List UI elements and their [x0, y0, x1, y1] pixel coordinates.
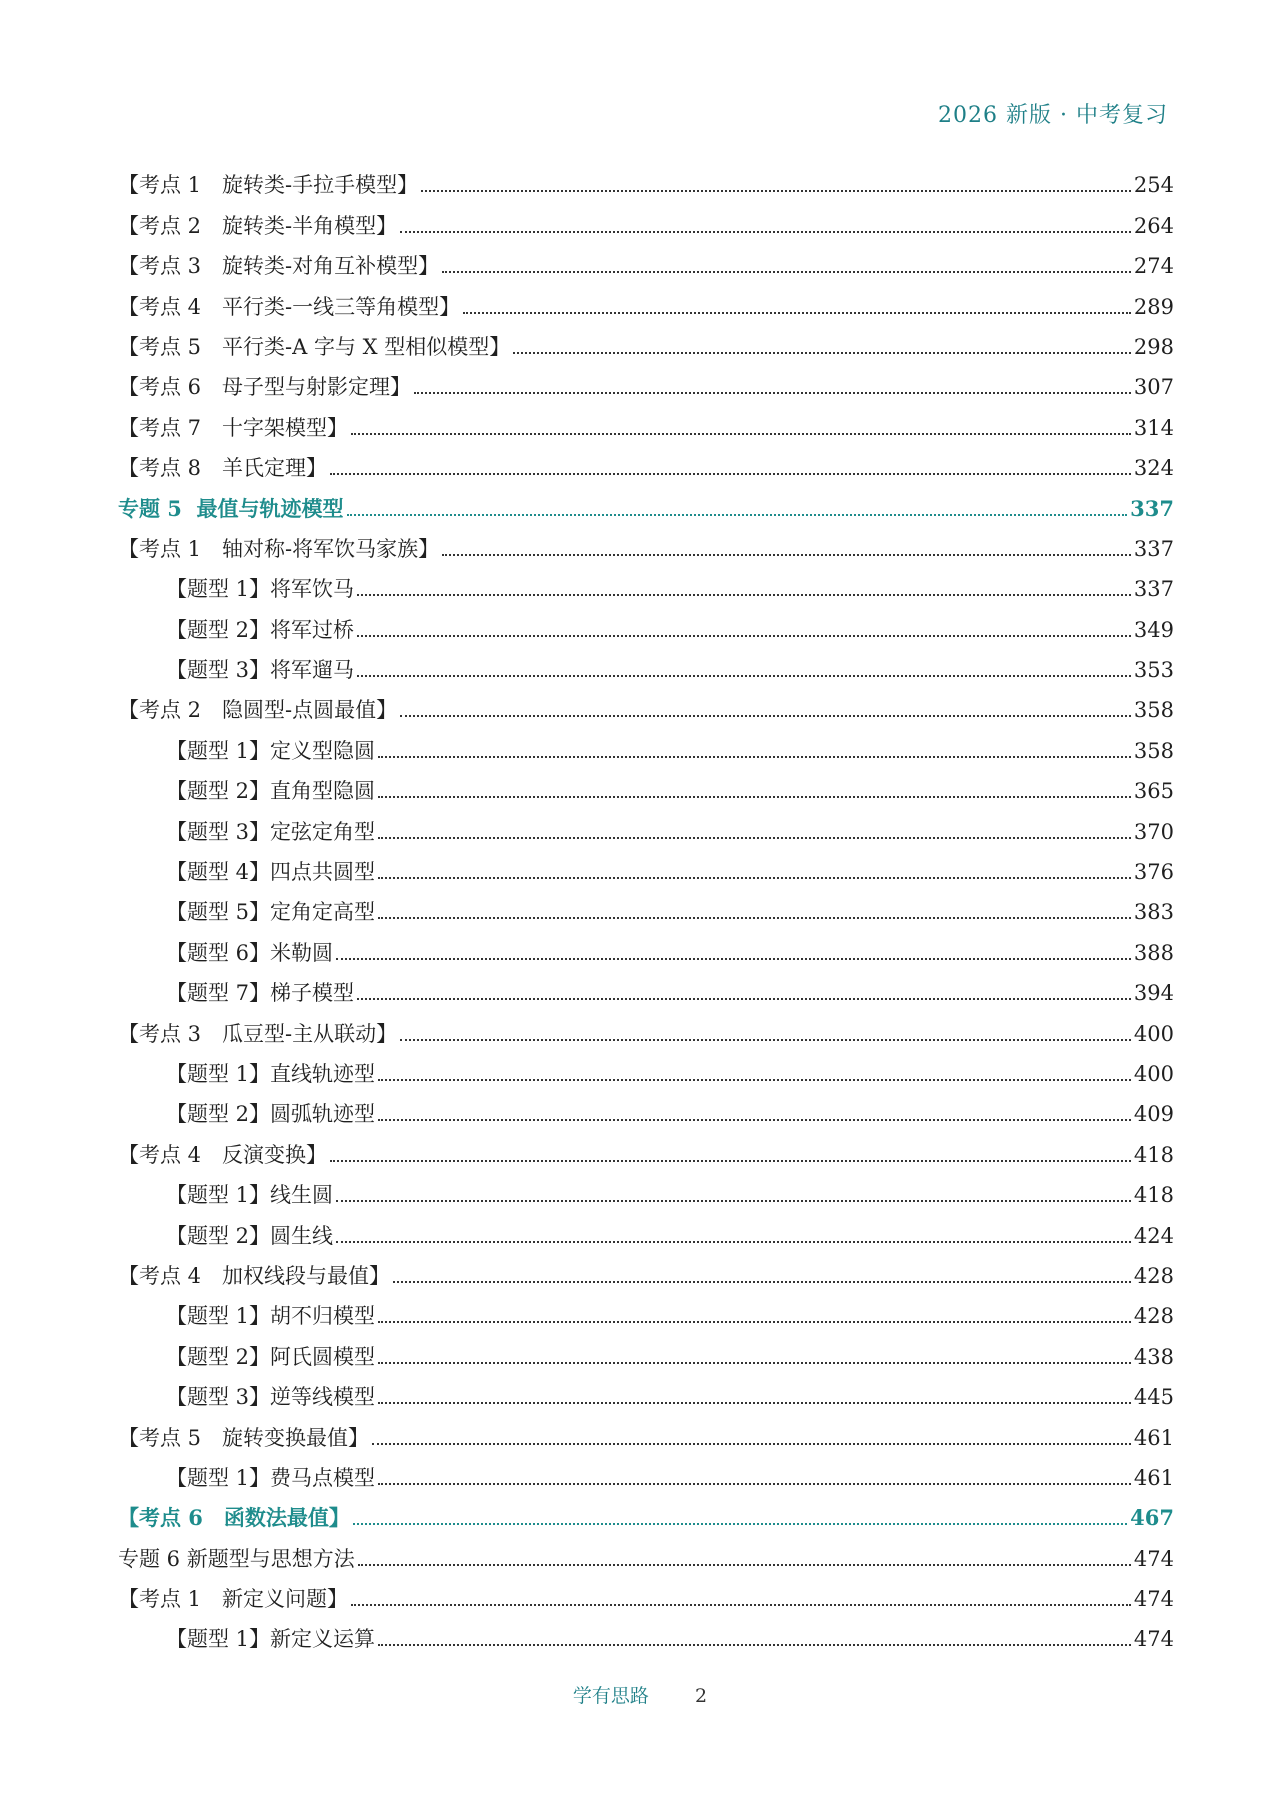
toc-entry-page: 467 — [1130, 1505, 1174, 1531]
dot-leader — [378, 1644, 1131, 1646]
toc-entry[interactable] — [118, 320, 1174, 360]
toc-entry[interactable] — [118, 1531, 1174, 1571]
dot-leader — [378, 756, 1131, 758]
toc-entry-page: 383 — [1133, 900, 1174, 925]
toc-entry-page: 370 — [1133, 819, 1174, 844]
dot-leader — [378, 837, 1131, 839]
toc-entry-label: 【题型 2】圆生线 — [166, 1223, 334, 1248]
toc-entry[interactable] — [118, 239, 1174, 279]
toc-entry-page: 337 — [1130, 495, 1174, 521]
toc-entry[interactable] — [118, 562, 1174, 602]
dot-leader — [330, 473, 1131, 475]
toc-entry-page: 324 — [1133, 456, 1174, 481]
toc-entry-page: 438 — [1133, 1344, 1174, 1369]
toc-entry-label: 【题型 1】直线轨迹型 — [166, 1061, 376, 1086]
dot-leader — [372, 1443, 1131, 1445]
toc-entry[interactable] — [118, 602, 1174, 642]
dot-leader — [442, 271, 1131, 273]
toc-entry-label: 【考点 8 羊氏定理】 — [118, 456, 328, 481]
toc-entry-label: 【考点 6 函数法最值】 — [118, 1505, 350, 1531]
toc-entry-page: 418 — [1133, 1183, 1174, 1208]
toc-entry[interactable] — [118, 360, 1174, 400]
toc-entry[interactable] — [118, 804, 1174, 844]
toc-entry-page: 461 — [1133, 1465, 1174, 1490]
toc-entry[interactable] — [118, 966, 1174, 1006]
toc-entry-label: 【题型 1】将军饮马 — [166, 577, 355, 602]
toc-entry-page: 388 — [1133, 940, 1174, 965]
dot-leader — [358, 1564, 1131, 1566]
toc-entry-label: 【考点 4 加权线段与最值】 — [118, 1263, 391, 1288]
dot-leader — [400, 231, 1131, 233]
toc-entry-label: 【题型 1】新定义运算 — [166, 1627, 376, 1652]
toc-entry-page: 394 — [1133, 981, 1174, 1006]
toc-entry[interactable] — [118, 1127, 1174, 1167]
toc-entry-page: 358 — [1133, 738, 1174, 763]
toc-entry-page: 274 — [1133, 254, 1174, 279]
toc-entry-label: 【题型 1】胡不归模型 — [166, 1304, 376, 1329]
toc-entry-label: 【题型 3】将军遛马 — [166, 658, 355, 683]
dot-leader — [378, 796, 1131, 798]
toc-entry[interactable] — [118, 1572, 1174, 1612]
toc-entry[interactable] — [118, 522, 1174, 562]
toc-entry-label: 【题型 2】直角型隐圆 — [166, 779, 376, 804]
toc-entry[interactable] — [118, 1168, 1174, 1208]
dot-leader — [393, 1281, 1131, 1283]
dot-leader — [442, 554, 1131, 556]
dot-leader — [336, 958, 1131, 960]
toc-entry-label: 【题型 1】定义型隐圆 — [166, 738, 376, 763]
dot-leader — [378, 1402, 1131, 1404]
toc-entry-page: 314 — [1133, 415, 1174, 440]
toc-entry-label: 【考点 1 轴对称-将军饮马家族】 — [118, 536, 440, 561]
dot-leader — [336, 1241, 1131, 1243]
toc-entry-page: 337 — [1133, 536, 1174, 561]
dot-leader — [330, 1160, 1131, 1162]
toc-entry-label: 【考点 3 瓜豆型-主从联动】 — [118, 1021, 398, 1046]
toc-entry-page: 428 — [1133, 1263, 1174, 1288]
dot-leader — [357, 675, 1131, 677]
toc-entry[interactable] — [118, 643, 1174, 683]
toc-entry-label: 【考点 5 平行类-A 字与 X 型相似模型】 — [118, 334, 511, 359]
toc-entry-page: 474 — [1133, 1627, 1174, 1652]
toc-entry-page: 337 — [1133, 577, 1174, 602]
toc-entry-page: 353 — [1133, 658, 1174, 683]
dot-leader — [357, 594, 1131, 596]
dot-leader — [336, 1200, 1131, 1202]
toc-entry[interactable] — [118, 1249, 1174, 1289]
toc-entry-label: 【题型 3】逆等线模型 — [166, 1385, 376, 1410]
dot-leader — [347, 514, 1128, 516]
dot-leader — [463, 312, 1131, 314]
dot-leader — [400, 715, 1131, 717]
toc-entry-label: 【题型 4】四点共圆型 — [166, 860, 376, 885]
dot-leader — [378, 1119, 1131, 1121]
dot-leader — [513, 352, 1131, 354]
toc-entry[interactable] — [118, 198, 1174, 238]
dot-leader — [378, 1362, 1131, 1364]
toc-entry-page: 418 — [1133, 1142, 1174, 1167]
toc-entry-page: 289 — [1133, 294, 1174, 319]
toc-entry-page: 376 — [1133, 860, 1174, 885]
toc-entry-page: 424 — [1133, 1223, 1174, 1248]
toc-entry-label: 【题型 1】线生圆 — [166, 1183, 334, 1208]
toc-entry-page: 445 — [1133, 1385, 1174, 1410]
toc-entry[interactable] — [118, 1087, 1174, 1127]
toc-entry[interactable] — [118, 1451, 1174, 1491]
dot-leader — [414, 392, 1131, 394]
toc-entry[interactable] — [118, 845, 1174, 885]
toc-entry-page: 254 — [1133, 173, 1174, 198]
toc-entry-label: 【题型 2】将军过桥 — [166, 617, 355, 642]
dot-leader — [378, 1483, 1131, 1485]
dot-leader — [351, 1604, 1131, 1606]
toc-entry-label: 【题型 2】圆弧轨迹型 — [166, 1102, 376, 1127]
toc-entry-label: 【考点 4 反演变换】 — [118, 1142, 328, 1167]
dot-leader — [378, 1079, 1131, 1081]
toc-entry[interactable] — [118, 1208, 1174, 1248]
toc-entry-page: 264 — [1133, 213, 1174, 238]
toc-entry-label: 【考点 1 旋转类-手拉手模型】 — [118, 173, 419, 198]
toc-entry-label: 【考点 7 十字架模型】 — [118, 415, 349, 440]
toc-entry-page: 474 — [1133, 1546, 1174, 1571]
toc-entry-label: 【考点 6 母子型与射影定理】 — [118, 375, 412, 400]
toc-entry[interactable] — [118, 441, 1174, 481]
toc-entry[interactable] — [118, 400, 1174, 440]
toc-entry-page: 400 — [1133, 1021, 1174, 1046]
toc-entry[interactable] — [118, 764, 1174, 804]
dot-leader — [378, 877, 1131, 879]
toc-entry-page: 349 — [1133, 617, 1174, 642]
toc-entry-label: 【题型 1】费马点模型 — [166, 1465, 376, 1490]
toc-entry-page: 298 — [1133, 334, 1174, 359]
toc-entry-label: 【题型 6】米勒圆 — [166, 940, 334, 965]
toc-entry[interactable] — [118, 1612, 1174, 1652]
toc-entry[interactable] — [118, 481, 1174, 521]
toc-entry-page: 461 — [1133, 1425, 1174, 1450]
toc-entry-label: 【题型 3】定弦定角型 — [166, 819, 376, 844]
toc-entry[interactable] — [118, 1410, 1174, 1450]
toc-entry[interactable] — [118, 683, 1174, 723]
toc-entry[interactable] — [118, 279, 1174, 319]
toc-entry-label: 【考点 5 旋转变换最值】 — [118, 1425, 370, 1450]
toc-entry[interactable] — [118, 1329, 1174, 1369]
toc-entry-page: 474 — [1133, 1587, 1174, 1612]
dot-leader — [357, 635, 1131, 637]
dot-leader — [351, 433, 1131, 435]
toc-entry-label: 【题型 2】阿氏圆模型 — [166, 1344, 376, 1369]
toc-entry[interactable] — [118, 723, 1174, 763]
toc-entry-label: 【考点 3 旋转类-对角互补模型】 — [118, 254, 440, 279]
toc-entry-label: 【考点 2 隐圆型-点圆最值】 — [118, 698, 398, 723]
footer-page-number: 2 — [694, 1685, 708, 1707]
dot-leader — [353, 1523, 1127, 1525]
toc-entry-page: 409 — [1133, 1102, 1174, 1127]
toc-entry[interactable] — [118, 1289, 1174, 1329]
toc-entry-page: 307 — [1133, 375, 1174, 400]
dot-leader — [357, 998, 1131, 1000]
dot-leader — [421, 190, 1131, 192]
toc-entry-page: 428 — [1133, 1304, 1174, 1329]
toc-entry-label: 【考点 4 平行类-一线三等角模型】 — [118, 294, 461, 319]
toc-entry-page: 400 — [1133, 1061, 1174, 1086]
toc-entry[interactable] — [118, 1370, 1174, 1410]
page-footer — [0, 1681, 1280, 1708]
dot-leader — [400, 1039, 1131, 1041]
toc-entry-label: 专题 6 新题型与思想方法 — [118, 1546, 355, 1571]
toc-entry[interactable] — [118, 1491, 1174, 1531]
dot-leader — [378, 1321, 1131, 1323]
toc-entry[interactable] — [118, 1006, 1174, 1046]
toc-entry-label: 【题型 7】梯子模型 — [166, 981, 355, 1006]
header-title: 2026 新版 · 中考复习 — [938, 103, 1168, 128]
toc-entry-label: 【题型 5】定角定高型 — [166, 900, 376, 925]
toc-entry-label: 【考点 1 新定义问题】 — [118, 1587, 349, 1612]
toc-entry[interactable] — [118, 925, 1174, 965]
dot-leader — [378, 917, 1131, 919]
footer-brand: 学有思路 — [572, 1685, 649, 1707]
toc-entry-label: 专题 5 最值与轨迹模型 — [118, 495, 344, 521]
toc-entry-page: 365 — [1133, 779, 1174, 804]
toc-entry-label: 【考点 2 旋转类-半角模型】 — [118, 213, 398, 238]
toc-entry[interactable] — [118, 1047, 1174, 1087]
toc-entry[interactable] — [118, 158, 1174, 198]
table-of-contents — [118, 158, 1174, 1652]
toc-entry-page: 358 — [1133, 698, 1174, 723]
toc-entry[interactable] — [118, 885, 1174, 925]
